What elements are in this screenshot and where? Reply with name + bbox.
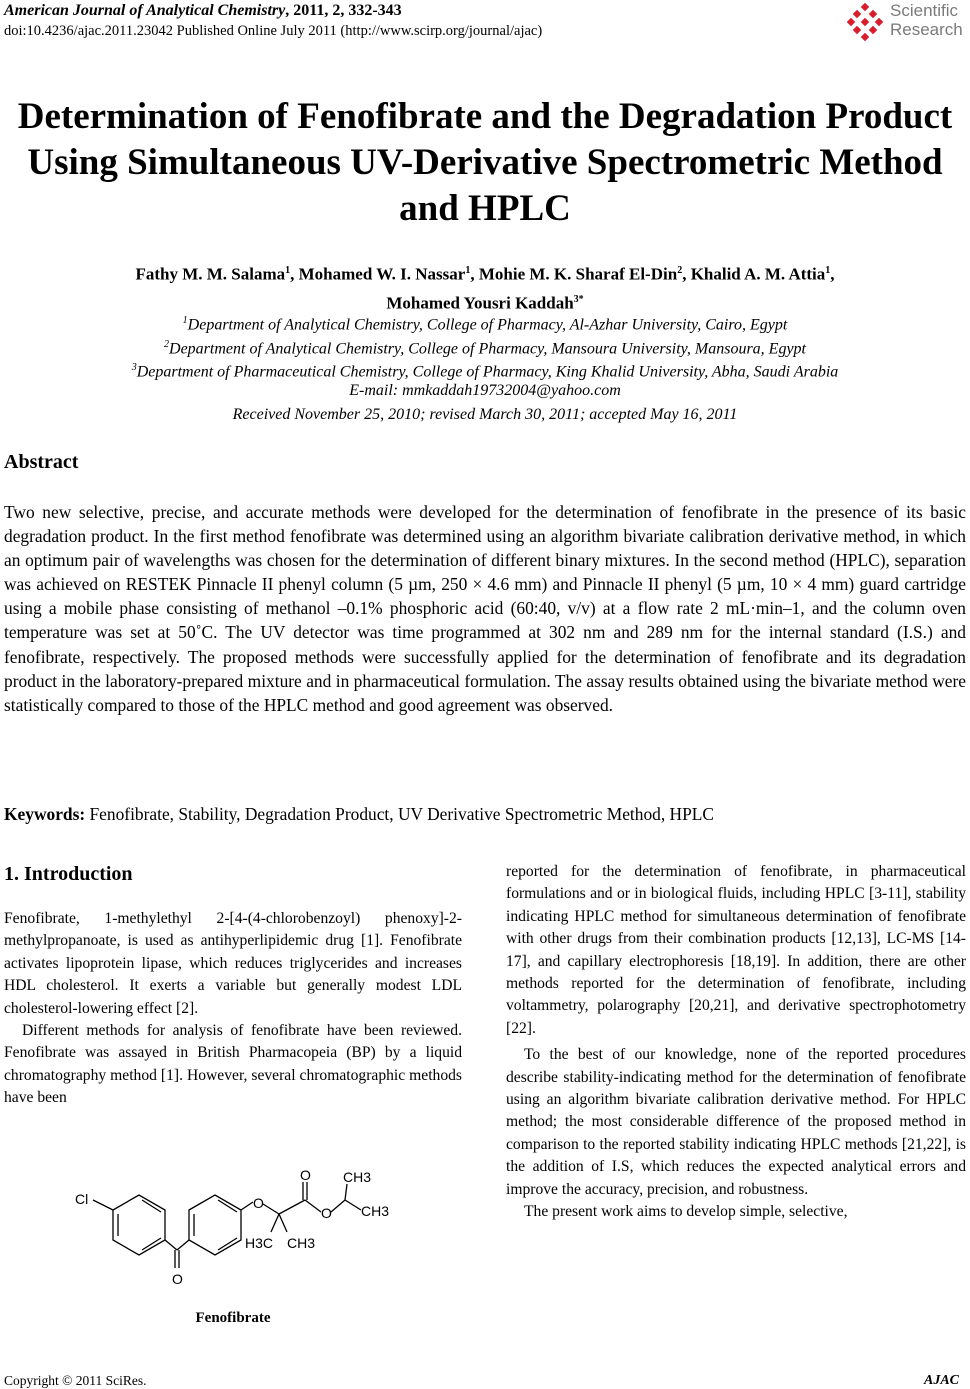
label-ch3-top: CH3 [343,1170,372,1185]
logo-line-1: Scientific [890,1,959,20]
aff-1-text: Department of Analytical Chemistry, College of Pharmacy, Al-Azhar University, Cairo, Egypt [187,316,788,334]
author-4: Khalid A. M. Attia [690,264,826,284]
email-line[interactable]: E-mail: mmkaddah19732004@yahoo.com [349,382,621,399]
logo-mark-icon [846,2,886,42]
aff-2-sup: 2 [164,339,170,350]
author-4-sup: 1 [825,265,831,276]
author-1: Fathy M. M. Salama [135,264,286,284]
label-o-ester: O [321,1205,332,1221]
intro-heading: 1. Introduction [4,863,133,885]
label-cl: Cl [75,1191,89,1207]
left-paragraph-1: Fenofibrate, 1-methylethyl 2-[4-(4-chlorobenzoyl) phenoxy]-2-methylpropanoate, is used as antihyperlipidemic drug [1]. Fenofibrate activates lipoprotein lipase, which reduces triglycerides and increases HDL cholesterol. It exerts a variable but generally modest LDL cholesterol-lowering effect [2]. [4,910,462,1017]
abstract-heading: Abstract [4,451,79,473]
left-paragraph-2: Different methods for analysis of fenofibrate have been reviewed. Fenofibrate was assayed in British Pharmacopeia (BP) by a liquid chromatography method [1]. However, several chromatographic methods have been [4,1022,462,1107]
figure-caption: Fenofibrate [195,1310,271,1326]
paper-title: Determination of Fenofibrate and the Degradation Product Using Simultaneous UV-Derivative Spectrometric Method and HPLC [17,96,953,229]
keywords-text: Fenofibrate, Stability, Degradation Product, UV Derivative Spectrometric Method, HPLC [85,804,714,824]
left-column [4,908,462,1110]
author-1-sup: 1 [285,265,291,276]
copyright-line: Copyright © 2011 SciRes. [4,1373,147,1388]
journal-name: American Journal of Analytical Chemistry [4,2,286,19]
label-o-carbonyl: O [172,1271,183,1287]
author-5-sup: 3* [573,293,584,305]
keywords-label: Keywords: [4,804,86,824]
right-paragraph-3: The present work aims to develop simple, selective, [524,1203,848,1221]
author-list: Fathy M. M. Salama$^1$, Mohamed W. I. Nassar$^1$, Mohie M. K. Sharaf El-Din$^2$, Khalid A. M. Attia$^1$, Mohamed Yousri Kaddah$^{3*}$ [135,264,835,313]
structure-diagram [65,1170,395,1300]
journal-abbreviation: AJAC [924,1373,960,1388]
logo-text [890,1,963,39]
aff-1-sup: 1 [182,315,188,326]
affiliation-2 [0,335,970,359]
affiliation-1 [0,311,970,335]
received-dates: Received November 25, 2010; revised March 30, 2011; accepted May 16, 2011 [232,406,738,423]
label-o-ether: O [253,1195,264,1211]
affiliation-3 [0,358,970,382]
label-h3c: H3C [245,1235,274,1251]
publisher-logo [846,0,970,44]
author-3-sup: 2 [677,265,683,276]
label-ch3-right: CH3 [361,1203,390,1219]
aff-3-sup: 3 [131,362,137,373]
right-paragraph-1: reported for the determination of fenofibrate, in pharmaceutical formulations and or in biological fluids, including HPLC [3-11], stability indicating HPLC method for simultaneous determination of fenofibrate with other drugs from their combination products [12,13], LC-MS [14-17], and capillary electrophoresis [18,19]. In addition, there are other methods reported for the determination of fenofibrate, including voltammetry, polarography [20,21], and derivative spectrophotometry [22]. [506,863,966,1037]
aff-3-text: Department of Pharmaceutical Chemistry, College of Pharmacy, King Khalid University, Abha, Saudi Arabia [136,363,839,381]
right-column [506,861,966,1224]
keywords-line [4,804,714,825]
logo-line-2: Research [890,20,963,39]
author-3: Mohie M. K. Sharaf El-Din [478,264,678,284]
author-2: Mohamed W. I. Nassar [298,264,466,284]
label-o-ester-carbonyl: O [300,1170,311,1183]
author-5: Mohamed Yousri Kaddah [386,293,574,313]
aff-2-text: Department of Analytical Chemistry, College of Pharmacy, Mansoura University, Mansoura, Egypt [169,340,806,358]
journal-volume: , 2011, 2, 332-343 [285,2,402,19]
author-2-sup: 1 [465,265,471,276]
journal-citation [4,2,402,20]
abstract-text: Two new selective, precise, and accurate methods were developed for the determination of fenofibrate in the presence of its basic degradation product. In the first method fenofibrate was determined using an algorithm bivariate calibration derivative method, in which an optimum pair of wavelengths was chosen for the determination of different binary mixtures. In the second method (HPLC), separation was achieved on RESTEK Pinnacle II phenyl column (5 µm, 250 × 4.6 mm) and Pinnacle II phenyl (5 µm, 10 × 4 mm) guard cartridge using a mobile phase consisting of methanol –0.1% phosphoric acid (60:40, v/v) at a flow rate 2 mL·min–1, and the column oven temperature was set at 50˚C. The UV detector was time programmed at 302 nm and 289 nm for the internal standard (I.S.) and fenofibrate, respectively. The proposed methods were successfully applied for the determination of fenofibrate and its degradation product in the laboratory-prepared mixture and in pharmaceutical formulation. The assay results obtained using the bivariate method were statistically compared to those of the HPLC method and good agreement was observed. [4,502,966,715]
right-paragraph-2: To the best of our knowledge, none of the reported procedures describe stability-indicating method for the determination of fenofibrate using an algorithm bivariate calibration derivative method. For HPLC method; the most considerable difference of the proposed method in comparison to the reported stability indicating HPLC methods [21,22], is the addition of I.S, which reduces the expected analytical errors and improve the accuracy, precision, and robustness. [506,1046,966,1198]
doi-line[interactable]: doi:10.4236/ajac.2011.23042 Published Online July 2011 (http://www.scirp.org/journal/ajac) [4,23,543,39]
label-ch3-bottom: CH3 [287,1235,316,1251]
fenofibrate-structure [65,1170,395,1300]
